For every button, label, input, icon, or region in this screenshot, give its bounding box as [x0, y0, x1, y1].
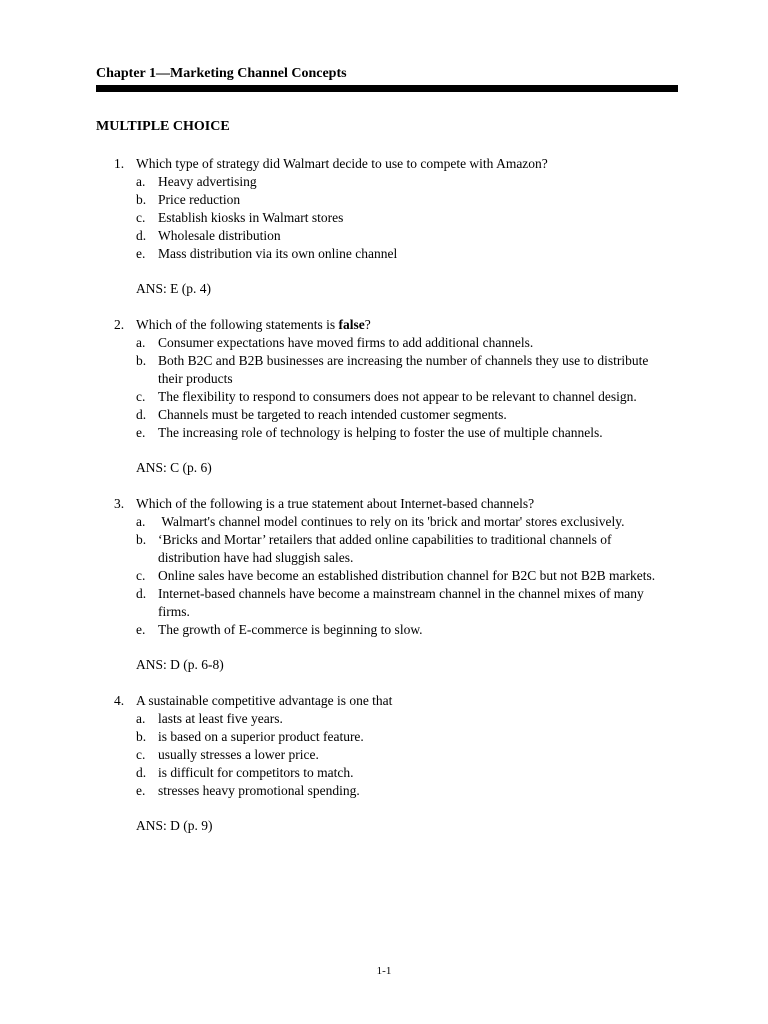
option-letter: c.	[136, 747, 146, 762]
option-text: lasts at least five years.	[158, 711, 283, 726]
question-number: 3.	[114, 496, 125, 511]
option-text: ‘Bricks and Mortar’ retailers that added online capabilities to traditional channels of distribution have had sluggish sales.	[158, 532, 612, 565]
option-text: The increasing role of technology is helping to foster the use of multiple channels.	[158, 425, 603, 440]
answer-key: ANS: C (p. 6)	[136, 460, 212, 475]
question-emphasis: false	[338, 317, 365, 332]
answer-option	[0, 585, 658, 621]
option-text: Channels must be targeted to reach intended customer segments.	[158, 407, 507, 422]
option-letter: a.	[136, 335, 146, 350]
option-text: Online sales have become an established distribution channel for B2C but not B2B markets.	[158, 568, 656, 583]
option-text: Wholesale distribution	[158, 228, 281, 243]
page-number: 1-1	[376, 965, 392, 977]
question-3	[0, 495, 768, 674]
option-text: Walmart's channel model continues to rely on its 'brick and mortar' stores exclusively.	[158, 514, 625, 529]
answer-option	[0, 245, 658, 263]
option-text: stresses heavy promotional spending.	[158, 783, 360, 798]
question-text-end: ?	[364, 317, 371, 332]
question-text: Which of the following statements is	[136, 317, 339, 332]
option-letter: e.	[136, 246, 146, 261]
option-letter: e.	[136, 622, 146, 637]
answer-option	[0, 191, 658, 209]
title-rule	[96, 85, 678, 92]
option-letter: c.	[136, 568, 146, 583]
option-text: Price reduction	[158, 192, 241, 207]
option-letter: d.	[136, 586, 147, 601]
question-1	[0, 155, 768, 298]
option-letter: b.	[136, 192, 147, 207]
section-heading: MULTIPLE CHOICE	[96, 119, 230, 134]
option-text: The flexibility to respond to consumers does not appear to be relevant to channel design.	[158, 389, 637, 404]
option-letter: b.	[136, 353, 147, 368]
option-text: is based on a superior product feature.	[158, 729, 364, 744]
question-number: 2.	[114, 317, 125, 332]
answer-option	[0, 424, 658, 442]
option-text: Both B2C and B2B businesses are increasing the number of channels they use to distribute their products	[158, 353, 649, 386]
question-text: Which of the following is a true statement about Internet-based channels?	[136, 496, 535, 511]
question-stem	[0, 316, 768, 334]
chapter-title: Chapter 1—Marketing Channel Concepts	[96, 66, 347, 81]
answer-option	[0, 567, 658, 585]
option-letter: e.	[136, 783, 146, 798]
answer-option	[0, 388, 658, 406]
option-letter: b.	[136, 532, 147, 547]
question-stem	[0, 495, 768, 513]
answer-option	[0, 621, 658, 639]
option-text: Establish kiosks in Walmart stores	[158, 210, 344, 225]
option-text: The growth of E-commerce is beginning to slow.	[158, 622, 423, 637]
option-letter: e.	[136, 425, 146, 440]
answer-option	[0, 227, 658, 245]
question-stem	[0, 155, 768, 173]
answer-key: ANS: E (p. 4)	[136, 281, 211, 296]
answer-option	[0, 710, 658, 728]
option-letter: a.	[136, 711, 146, 726]
option-letter: d.	[136, 765, 147, 780]
answer-option	[0, 531, 658, 567]
question-number: 4.	[114, 693, 125, 708]
answer-option	[0, 728, 658, 746]
question-4	[0, 692, 768, 835]
answer-option	[0, 764, 658, 782]
answer-option	[0, 173, 658, 191]
option-letter: d.	[136, 228, 147, 243]
answer-option	[0, 334, 658, 352]
option-text: Heavy advertising	[158, 174, 257, 189]
option-text: Mass distribution via its own online channel	[158, 246, 398, 261]
option-letter: d.	[136, 407, 147, 422]
option-letter: a.	[136, 174, 146, 189]
option-letter: c.	[136, 389, 146, 404]
answer-option	[0, 782, 658, 800]
question-list	[0, 155, 768, 835]
answer-option	[0, 352, 658, 388]
option-text: Consumer expectations have moved firms to add additional channels.	[158, 335, 534, 350]
question-stem	[0, 692, 768, 710]
question-text: Which type of strategy did Walmart decide to use to compete with Amazon?	[136, 156, 548, 171]
answer-option	[0, 513, 658, 531]
answer-option	[0, 209, 658, 227]
question-number: 1.	[114, 156, 125, 171]
option-text: is difficult for competitors to match.	[158, 765, 354, 780]
option-letter: c.	[136, 210, 146, 225]
question-text: A sustainable competitive advantage is one that	[136, 693, 393, 708]
answer-key: ANS: D (p. 9)	[136, 818, 213, 833]
option-text: usually stresses a lower price.	[158, 747, 319, 762]
answer-option	[0, 746, 658, 764]
answer-key: ANS: D (p. 6-8)	[136, 657, 224, 672]
option-letter: a.	[136, 514, 146, 529]
option-text: Internet-based channels have become a mainstream channel in the channel mixes of many firms.	[158, 586, 644, 619]
answer-option	[0, 406, 658, 424]
option-letter: b.	[136, 729, 147, 744]
question-2	[0, 316, 768, 477]
